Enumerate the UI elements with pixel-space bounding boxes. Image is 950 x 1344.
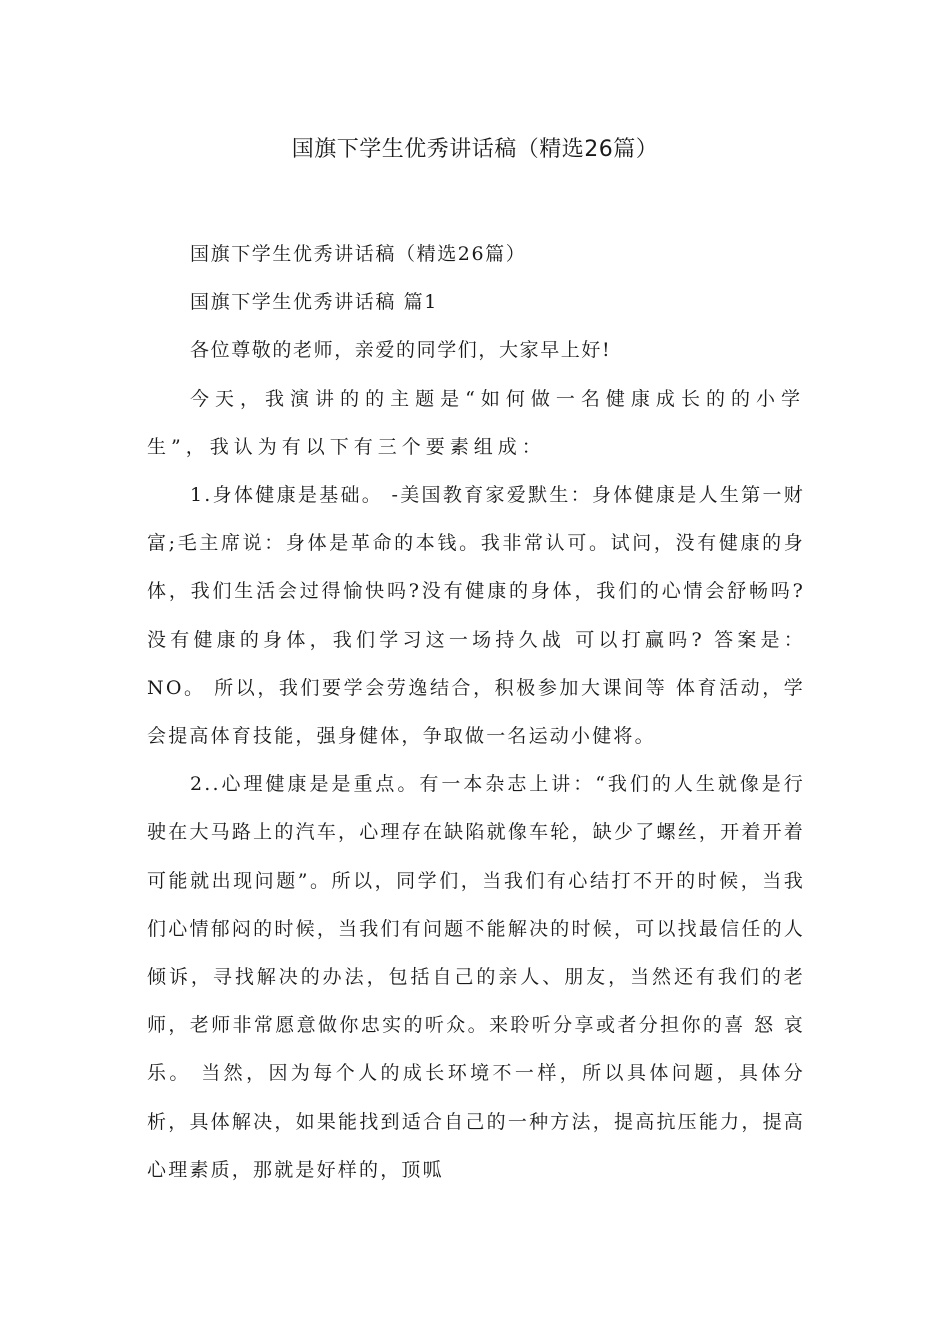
document-body xyxy=(147,230,805,1194)
paragraph-greeting: 各位尊敬的老师，亲爱的同学们，大家早上好! xyxy=(190,339,612,362)
paragraph-mental-health: 2..心理健康是是重点。有一本杂志上讲：“我们的人生就像是行驶在大马路上的汽车，心理存在缺陷就像车轮，缺少了螺丝，开着开着可能就出现问题”。所以，同学们，当我们有心结打不开的时候，当我们心情郁闷的时候，当我们有问题不能解决的时候，可以找最信任的人倾诉，寻找解决的办法，包括自己的亲人、朋友，当然还有我们的老师，老师非常愿意做你忠实的听众。来聆听分享或者分担你的喜 怒 哀 乐。 当然，因为每个人的成长环境不一样，所以具体问题，具体分析，具体解决，如果能找到适合自己的一种方法，提高抗压能力，提高心理素质，那就是好样的，顶呱 xyxy=(147,773,805,1181)
document-title: 国旗下学生优秀讲话稿（精选26篇） xyxy=(291,137,659,162)
paragraph-subtitle: 国旗下学生优秀讲话稿（精选26篇） xyxy=(190,243,527,265)
paragraph-topic: 今天，我演讲的的主题是“如何做一名健康成长的的小学生”，我认为有以下有三个要素组成： xyxy=(147,387,805,458)
paragraph-section-heading: 国旗下学生优秀讲话稿 篇1 xyxy=(190,291,438,314)
paragraph-physical-health: 1.身体健康是基础。 -美国教育家爱默生：身体健康是人生第一财富;毛主席说：身体是革命的本钱。我非常认可。试问，没有健康的身体，我们生活会过得愉快吗?没有健康的身体，我们的心情会舒畅吗?没有健康的身体，我们学习这一场持久战 可以打赢吗? 答案是：NO。 所以，我们要学会劳逸结合，积极参加大课间等 体育活动，学会提高体育技能，强身健体，争取做一名运动小健将。 xyxy=(147,484,805,748)
